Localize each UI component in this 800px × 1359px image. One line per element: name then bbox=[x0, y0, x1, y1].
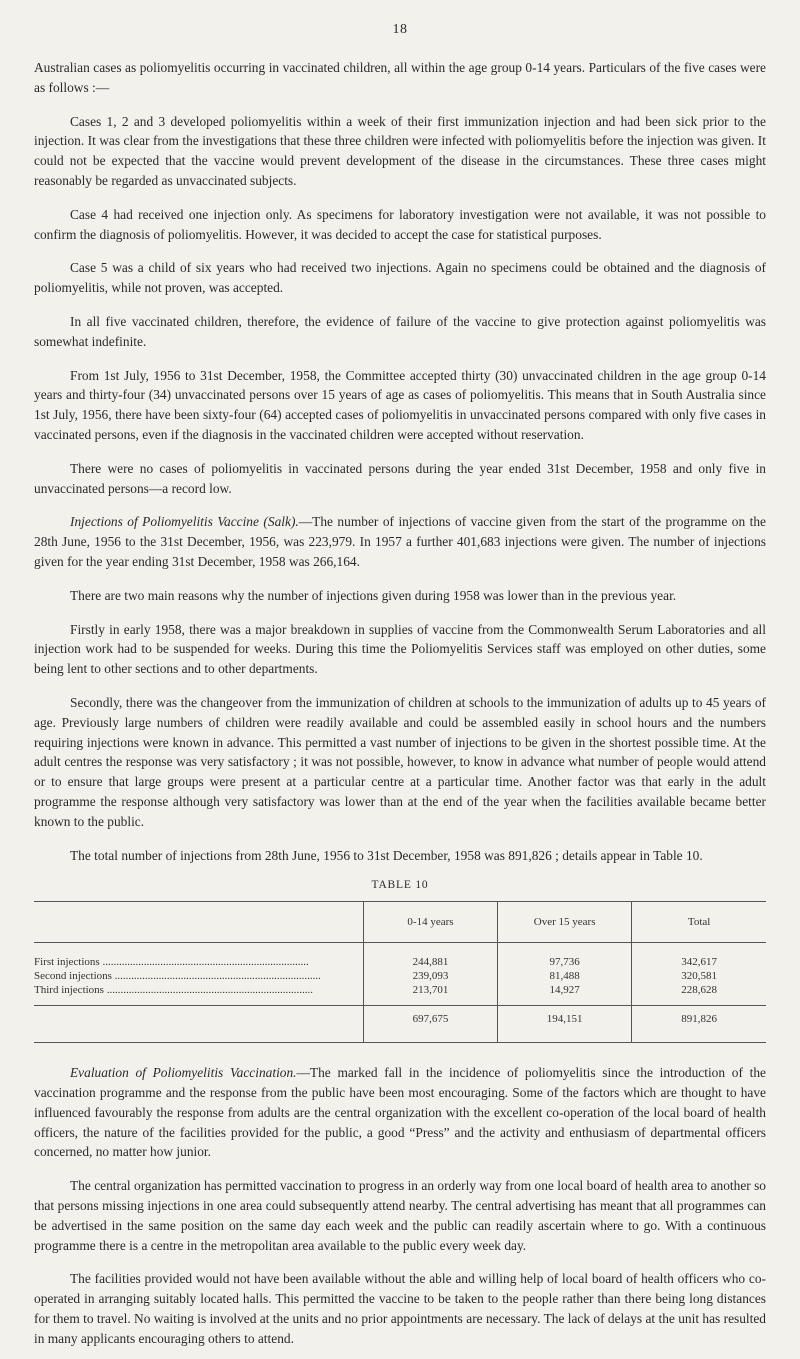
paragraph-facilities: The facilities provided would not have been available without the able and willing help of local board of health officers who co-operated in arranging suitably located halls. This permitted the vaccine to be taken to the people rather than there being long distances for them to travel. No waiting is involved at the units and no prior appointments are necessary. The lack of delays at the unit has resulted in many applicants encouraging others to attend. bbox=[34, 1271, 766, 1346]
paragraph-unvaccinated-cases: From 1st July, 1956 to 31st December, 1958, the Committee accepted thirty (30) unvaccinated children in the age group 0-14 years and thirty-four (34) unvaccinated persons over 15 years of age as cases of poliomyelitis. This means that in South Australia since 1st July, 1956, there have been sixty-four (64) accepted cases of poliomyelitis in unvaccinated persons compared with only five cases in vaccinated persons, even if the diagnosis in the vaccinated children were accepted without reservation. bbox=[34, 367, 766, 442]
paragraph-evaluation-body: —The marked fall in the incidence of poliomyelitis since the introduction of the vaccination programme and the response from the public have been most encouraging. Some of the factors which are thought to have influenced favourably the response from adults are the central organization with the excellent co-operation of the local board of health officers, the nature of the facilities provided for the public, a good “Press” and the activity and enthusiasm of departmental officers concerned, no matter how junior. bbox=[34, 1065, 766, 1160]
column-header-0-14: 0-14 years bbox=[363, 902, 497, 943]
paragraph-intro: Australian cases as poliomyelitis occurring in vaccinated children, all within the age group 0-14 years. Particulars of the five cases were as follows :— bbox=[34, 60, 766, 95]
table-cell: 342,617 bbox=[681, 956, 717, 969]
paragraph-two-reasons: There are two main reasons why the number of injections given during 1958 was lower than in the previous year. bbox=[70, 587, 677, 603]
table-header-blank bbox=[34, 902, 363, 943]
column-header-total: Total bbox=[632, 902, 766, 943]
paragraph-record-low: There were no cases of poliomyelitis in vaccinated persons during the year ended 31st December, 1958 and only five in unvaccinated persons—a record low. bbox=[34, 460, 766, 496]
section-heading-evaluation: Evaluation of Poliomyelitis Vaccination. bbox=[70, 1065, 297, 1081]
table-cell: 97,736 bbox=[498, 943, 632, 970]
injections-table bbox=[34, 901, 766, 1043]
paragraph-evaluation bbox=[34, 1063, 766, 1162]
table-cell: 228,628 bbox=[681, 984, 717, 997]
total-cell: 891,826 bbox=[632, 1006, 766, 1043]
total-cell: 697,675 bbox=[363, 1006, 497, 1043]
column-header-over-15: Over 15 years bbox=[498, 902, 632, 943]
table-cell: 239,093 bbox=[363, 969, 497, 983]
paragraph-firstly: Firstly in early 1958, there was a major breakdown in supplies of vaccine from the Commonwealth Serum Laboratories and all injection work had to be suspended for weeks. During this time the Poliomyelitis Services staff was employed on other duties, some being lent to other sections and to other departments. bbox=[34, 621, 766, 677]
paragraph-case-5: Case 5 was a child of six years who had received two injections. Again no specimens could be obtained and the diagnosis of poliomyelitis, while not proven, was accepted. bbox=[34, 260, 766, 296]
table-row bbox=[34, 943, 766, 970]
total-row-label bbox=[34, 1006, 363, 1043]
table-cell: 213,701 bbox=[363, 983, 497, 1006]
paragraph-central-organization: The central organization has permitted vaccination to progress in an orderly way from one local board of health area to another so that persons missing injections in one area could subsequently attend nearby. The central advertising has meant that all programmes can be advertised in the same position on the same day each week and the public can readily ascertain where to go. With a continuous programme there is a centre in the metropolitan area available to the public every week day. bbox=[34, 1178, 766, 1253]
page-number: 18 bbox=[392, 22, 408, 37]
table-header-row bbox=[34, 902, 766, 943]
paragraph-cases-1-3: Cases 1, 2 and 3 developed poliomyelitis within a week of their first immunization injection and had been sick prior to the injection. It was clear from the investigations that these three children were infected with poliomyelitis before the injection was given. It could not be expected that the vaccine would prevent development of the disease in the circumstances. These three cases might reasonably be regarded as unvaccinated subjects. bbox=[34, 113, 766, 188]
table-cell: 244,881 bbox=[363, 943, 497, 970]
row-label: Second injections ........................................................................... bbox=[34, 969, 363, 983]
paragraph-injections-body: —The number of injections of vaccine given from the start of the programme on the 28th June, 1956 to the 31st December, 1956, was 223,979. In 1957 a further 401,683 injections were given. The number of injections given for the year ending 31st December, 1958 was 266,164. bbox=[34, 514, 766, 569]
section-heading-injections: Injections of Poliomyelitis Vaccine (Salk). bbox=[70, 514, 299, 530]
table-cell: 81,488 bbox=[498, 969, 632, 983]
table-title: TABLE 10 bbox=[371, 879, 429, 892]
table-cell: 14,927 bbox=[498, 983, 632, 1006]
table-row bbox=[34, 969, 766, 983]
paragraph-injections bbox=[34, 512, 766, 571]
table-cell: 320,581 bbox=[681, 970, 717, 983]
row-label: First injections ........................................................................... bbox=[34, 943, 363, 970]
paragraph-secondly: Secondly, there was the changeover from the immunization of children at schools to the immunization of adults up to 45 years of age. Previously large numbers of children were readily available and could be assembled easily in school hours and the numbers requiring injections were known in advance. This permitted a vast number of injections to be given in the shortest possible time. At the adult centres the response was very satisfactory ; it was not possible, however, to know in advance what number of people would attend or to ensure that large groups were present at a particular centre at a particular time. Another factor was that early in the adult programme the response although very satisfactory was lower than at the end of the year when the facilities available became better known to the public. bbox=[34, 694, 766, 829]
table-total-row bbox=[34, 1006, 766, 1043]
table-row bbox=[34, 983, 766, 1006]
paragraph-case-4: Case 4 had received one injection only. As specimens for laboratory investigation were not available, it was not possible to confirm the diagnosis of poliomyelitis. However, it was decided to accept the case for statistical purposes. bbox=[34, 206, 766, 242]
row-label: Third injections ........................................................................... bbox=[34, 983, 363, 1006]
paragraph-evidence: In all five vaccinated children, therefore, the evidence of failure of the vaccine to give protection against poliomyelitis was somewhat indefinite. bbox=[34, 313, 766, 349]
total-cell: 194,151 bbox=[498, 1006, 632, 1043]
paragraph-total-injections: The total number of injections from 28th June, 1956 to 31st December, 1958 was 891,826 ; details appear in Table 10. bbox=[70, 847, 703, 863]
